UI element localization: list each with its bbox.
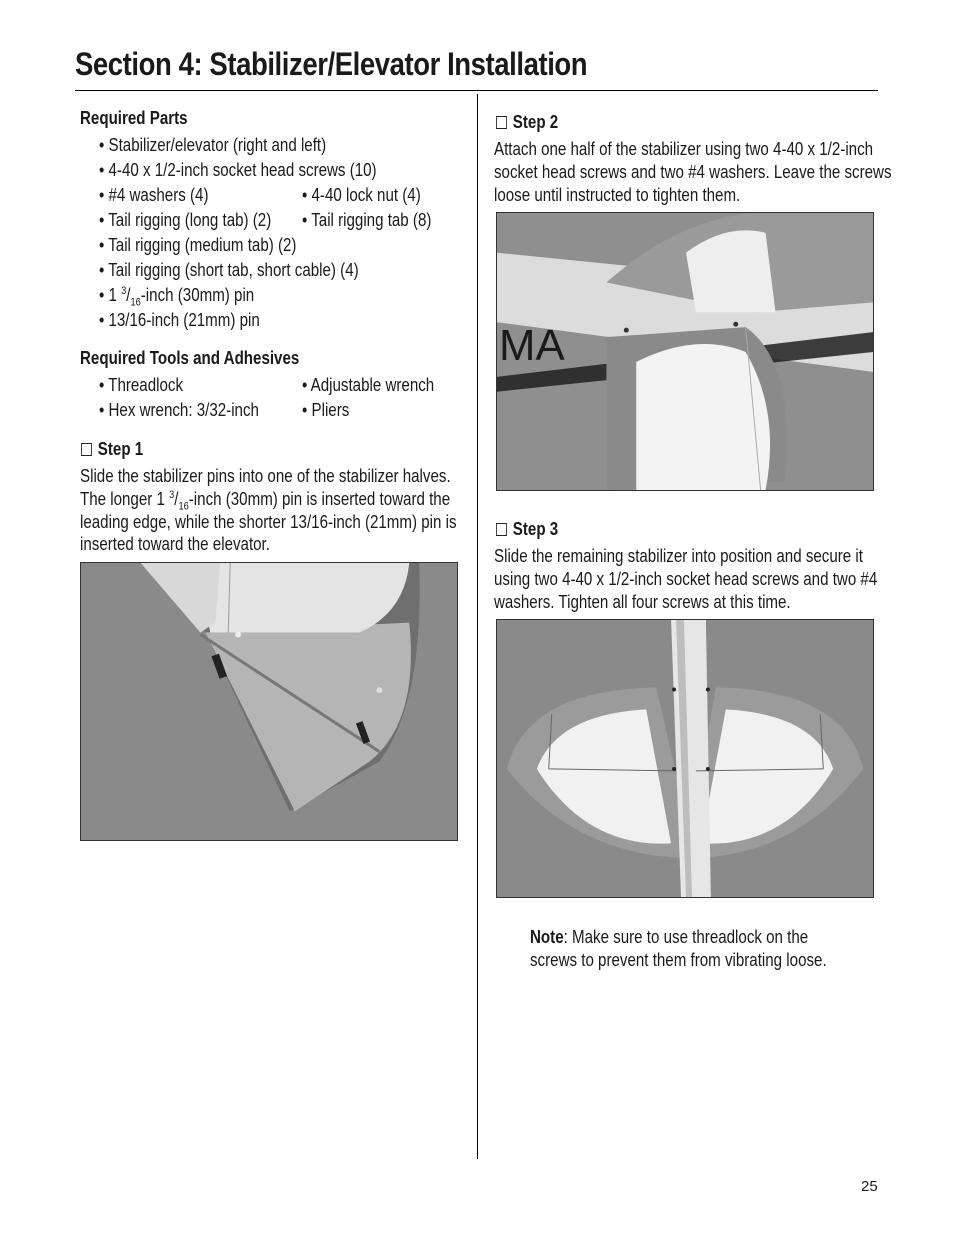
- parts-item-rigging-long: • Tail rigging (long tab) (2): [99, 210, 272, 230]
- step3-line3: washers. Tighten all four screws at this time.: [494, 592, 791, 612]
- parts-item-rigging-medium: • Tail rigging (medium tab) (2): [99, 235, 297, 255]
- step1-line2: [80, 488, 450, 511]
- step1-line2-end: -inch (30mm) pin is inserted toward the: [188, 489, 451, 509]
- note-text: : Make sure to use threadlock on the: [563, 927, 809, 947]
- step1-checkbox[interactable]: [81, 443, 92, 456]
- required-parts-heading: Required Parts: [80, 108, 188, 128]
- note-line2: screws to prevent them from vibrating loose.: [530, 950, 827, 970]
- step1-photo: [80, 562, 458, 841]
- step2-photo-text: MA: [498, 320, 565, 370]
- step3-heading: [496, 519, 558, 540]
- frac-den: 16: [130, 296, 141, 309]
- column-divider: [477, 94, 478, 1159]
- page-title: Section 4: Stabilizer/Elevator Installation: [75, 46, 588, 82]
- parts-item-stabilizer: • Stabilizer/elevator (right and left): [99, 135, 327, 155]
- step1-frac-den: 16: [178, 500, 189, 513]
- parts-item-lock-nut: • 4-40 lock nut (4): [302, 185, 421, 205]
- page-number: 25: [861, 1178, 878, 1195]
- step1-frac-slash: /: [174, 489, 179, 509]
- step2-label: Step 2: [512, 112, 559, 132]
- pin-whole: • 1: [99, 285, 117, 305]
- step1-frac-num: 3: [169, 489, 175, 501]
- step2-line2: socket head screws and two #4 washers. Leave the screws: [494, 162, 892, 182]
- parts-item-screws: • 4-40 x 1/2-inch socket head screws (10): [99, 160, 377, 180]
- note-line1: [530, 926, 808, 949]
- step3-checkbox[interactable]: [496, 523, 507, 536]
- step1-heading: [81, 439, 143, 460]
- parts-item-rigging-short: • Tail rigging (short tab, short cable) (4): [99, 260, 359, 280]
- step1-line2-start: The longer 1: [80, 489, 165, 509]
- step3-label: Step 3: [512, 519, 559, 539]
- parts-item-long-pin: [99, 284, 254, 307]
- tools-item-wrench: • Adjustable wrench: [302, 375, 435, 395]
- step3-photo: [496, 619, 874, 898]
- parts-item-washers: • #4 washers (4): [99, 185, 209, 205]
- tools-item-threadlock: • Threadlock: [99, 375, 184, 395]
- pin-rest: -inch (30mm) pin: [140, 285, 255, 305]
- step2-photo: [496, 212, 874, 491]
- step2-checkbox[interactable]: [496, 116, 507, 129]
- tools-item-hex-wrench: • Hex wrench: 3/32-inch: [99, 400, 259, 420]
- step1-line1: Slide the stabilizer pins into one of the stabilizer halves.: [80, 466, 451, 486]
- frac-slash: /: [126, 285, 131, 305]
- step1-label: Step 1: [97, 439, 144, 459]
- note-label: Note: [530, 927, 564, 947]
- step1-line4: inserted toward the elevator.: [80, 534, 270, 554]
- tools-item-pliers: • Pliers: [302, 400, 350, 420]
- parts-item-short-pin: • 13/16-inch (21mm) pin: [99, 310, 260, 330]
- parts-item-rigging-tab: • Tail rigging tab (8): [302, 210, 432, 230]
- step2-line1: Attach one half of the stabilizer using two 4-40 x 1/2-inch: [494, 139, 874, 159]
- required-tools-heading: Required Tools and Adhesives: [80, 348, 300, 368]
- title-rule: [75, 90, 878, 91]
- step2-heading: [496, 112, 558, 133]
- step3-line2: using two 4-40 x 1/2-inch socket head screws and two #4: [494, 569, 878, 589]
- frac-num: 3: [121, 285, 127, 297]
- step3-line1: Slide the remaining stabilizer into position and secure it: [494, 546, 863, 566]
- step1-line3: leading edge, while the shorter 13/16-inch (21mm) pin is: [80, 512, 457, 532]
- step2-line3: loose until instructed to tighten them.: [494, 185, 741, 205]
